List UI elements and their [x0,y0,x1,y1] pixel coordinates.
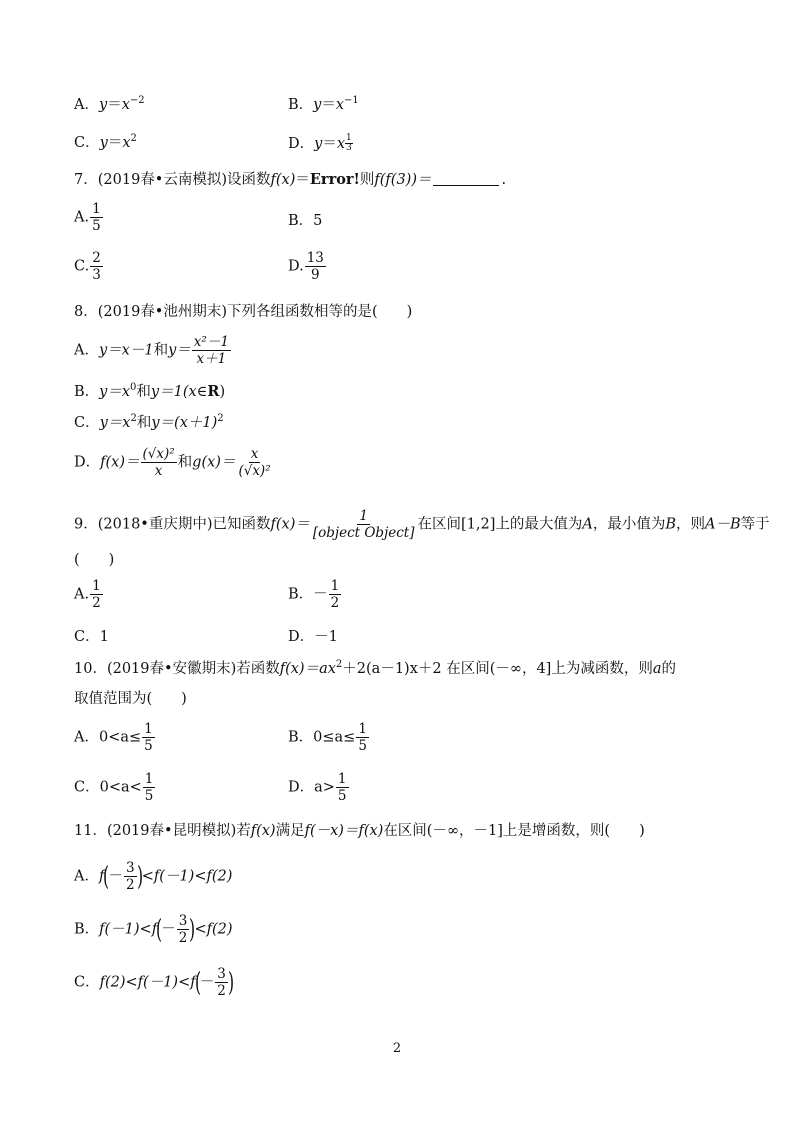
question-source: (2018•重庆期中) [97,516,213,533]
option-label: B．5 [288,213,323,229]
q7-option-d [288,250,327,283]
q9-option-c [74,628,109,646]
question-source: (2019春•池州期末) [97,304,228,320]
q6-option-d [288,134,353,153]
right-paren: ) [227,967,234,998]
fraction [124,860,137,893]
denominator: 2 [217,983,226,999]
question-source: (2019春•昆明模拟) [106,823,237,839]
math-expr: A－B [705,516,741,533]
denominator: 5 [337,788,347,804]
math-expr: f(2)<f(－1)<f [99,974,196,991]
math-op: － [161,921,176,938]
left-paren: ( [194,967,201,998]
q7-option-a [74,201,104,234]
denominator: 5 [358,738,367,754]
option-label: D．a> [288,779,335,796]
option-label: C. [74,258,90,275]
option-label: B． [288,97,314,113]
answer-blank [433,173,499,186]
numerator: x [250,446,259,462]
stem-text: 若 [236,823,251,839]
question-number: 10． [74,661,107,677]
fraction [142,721,155,754]
stem-text: 的 [661,661,676,677]
exponent: 2 [217,413,224,424]
denominator: [object Object] [312,525,415,541]
stem-text: 和 [153,342,169,359]
question-source: (2019春•安徽期末) [106,661,237,677]
stem-text: 和 [177,454,193,471]
option-label: C． [74,415,100,431]
stem-text: 下列各组函数相等的是( ) [227,304,413,320]
stem-text: 等于 [740,516,770,533]
denominator: 2 [126,877,135,893]
fraction [143,771,156,804]
math-var: x [121,97,130,113]
q10-option-c [74,771,156,804]
fraction [90,578,103,611]
exponent-denominator: 3 [346,143,352,153]
q10-option-d [288,771,350,804]
stem-text: ＋2(a－1)x＋2 在区间(－∞，4]上为减函数，则 [342,661,653,677]
math-expr: g(x)＝ [192,454,236,471]
real-set-symbol: R [207,383,220,400]
math-expr: f(x)＝ [270,516,310,533]
question-8-stem [74,303,412,321]
fraction [90,201,103,234]
fraction [141,446,177,479]
stem-text: 取值范围为( ) [74,691,187,707]
q8-option-a [74,334,232,367]
fraction [236,446,272,479]
option-label: A． [74,868,99,885]
numerator: 3 [126,860,135,876]
denominator: 2 [92,595,101,611]
math-expr: f(x) [270,172,296,188]
math-var: x [122,135,131,151]
q6-option-c [74,134,137,152]
stem-text: 若函数 [236,661,280,677]
numerator: 1 [92,201,101,217]
math-var: x [335,97,345,113]
question-11-stem [74,822,645,840]
error-text: Error! [309,171,360,188]
math-op: ＝ [107,97,122,113]
fraction [336,771,349,804]
fraction [90,250,103,283]
denominator: 5 [92,218,101,234]
math-var: y [313,97,322,113]
q9-option-a [74,578,104,611]
denominator: 2 [178,930,188,946]
math-expr: y＝(x＋1) [151,415,218,431]
option-label: B． [74,384,100,400]
fraction [329,578,342,611]
answer-paren: ( ) [74,552,115,568]
fraction [177,913,190,946]
page-number: 2 [392,1041,402,1056]
option-label: A．0<a≤ [74,729,142,746]
stem-text: ，最小值为 [592,516,666,533]
fraction-exponent [345,134,353,153]
math-op: ＝ [321,97,336,113]
math-expr: f(x)＝ [100,454,140,471]
fraction [192,334,231,367]
math-expr: y＝1(x∈ [150,384,208,400]
option-label: A. [74,586,90,603]
option-label: B． [74,921,100,938]
option-label: D. [288,258,304,275]
fraction [305,250,326,283]
q7-option-b [288,212,322,230]
math-op: ＝ [295,172,310,188]
numerator: 1 [358,721,367,737]
math-var: a [652,661,662,677]
stem-text: 满足 [275,823,305,839]
option-label: B．0≤a≤ [288,729,356,746]
stem-text: 和 [136,384,151,400]
denominator: 9 [311,267,320,283]
stem-text: ，则 [676,516,706,533]
math-expr: <f(2) [194,921,233,938]
question-9-answer-paren [74,551,114,569]
question-10-stem [74,660,676,678]
exponent: 2 [335,659,343,670]
q6-option-a [74,96,145,114]
denominator: 5 [144,788,154,804]
option-label: C．1 [74,629,109,645]
math-op: ＝ [107,135,123,151]
stem-text: 在区间[1,2]上的最大值为 [417,516,583,533]
option-label: A． [74,97,99,113]
math-expr: f(－1)<f [99,921,158,938]
exponent: −1 [344,95,359,106]
numerator: 1 [144,721,153,737]
math-var: y [98,97,108,113]
q10-option-a [74,721,156,754]
exponent: −2 [129,95,145,106]
math-expr: y＝x [99,384,131,400]
exponent: 2 [130,133,137,144]
q9-option-b [288,578,342,611]
question-number: 9． [74,516,98,533]
right-paren: ) [189,914,196,945]
stem-text: 则 [359,172,375,188]
numerator: x²－1 [193,334,229,350]
q6-option-b [288,96,359,114]
numerator: (√x)² [142,446,175,462]
math-expr: <f(－1)<f(2) [141,868,233,885]
numerator: 2 [92,250,101,266]
denominator: x [154,463,163,479]
math-expr: y＝x [99,415,131,431]
math-expr: ) [219,384,226,400]
q8-option-c [74,414,224,432]
exponent-numerator: 1 [346,133,352,143]
math-op: － [199,974,215,991]
stem-text: 和 [136,415,152,431]
question-number: 11． [74,823,107,839]
option-label: D． [74,454,101,471]
option-label: A. [74,209,90,226]
numerator: 3 [178,913,188,929]
math-expr: f(x) [250,823,276,839]
denominator: (√x)² [238,463,271,479]
option-label: A． [74,342,99,359]
option-label: B．－ [288,586,328,603]
numerator: 1 [337,771,347,787]
q8-option-d [74,446,274,479]
numerator: 1 [330,578,340,594]
math-var: y [314,136,323,152]
math-var: x [336,136,346,152]
fraction [311,508,417,541]
numerator: 3 [217,966,226,982]
q10-option-b [288,721,370,754]
math-var: B [665,516,677,533]
math-op: ＝ [322,136,337,152]
question-9-stem [74,508,770,541]
question-7-stem [74,171,506,189]
stem-text: 已知函数 [212,516,271,533]
right-paren: ) [136,861,143,892]
denominator: 5 [144,738,153,754]
numerator: 1 [144,771,154,787]
option-label: D． [288,136,315,152]
fraction [356,721,369,754]
denominator: 3 [92,267,101,283]
math-expr: f(－x)＝f(x) [304,823,384,839]
math-var: y [99,135,108,151]
q11-option-a [74,860,232,893]
q7-option-c [74,250,104,283]
question-source: (2019春•云南模拟) [97,172,228,188]
numerator: 1 [92,578,101,594]
left-paren: ( [103,861,110,892]
q8-option-b [74,383,225,401]
math-expr: f(f(3))＝ [374,172,432,188]
option-label: C． [74,135,100,151]
stem-text: 设函数 [227,172,271,188]
numerator: 1 [359,508,368,524]
stem-text: . [501,172,507,188]
math-expr: y＝ [168,342,191,359]
numerator: 13 [306,250,324,266]
math-var: A [582,516,593,533]
exponent: 2 [130,413,137,424]
option-label: C．0<a< [74,779,142,796]
option-label: C． [74,974,100,991]
left-paren: ( [156,914,163,945]
question-number: 7． [74,172,98,188]
exponent: 0 [130,382,137,393]
q11-option-b [74,913,233,946]
q11-option-c [74,966,233,999]
math-op: － [108,868,124,885]
denominator: 2 [330,595,340,611]
math-expr: y＝x－1 [98,342,154,359]
question-number: 8． [74,304,98,320]
math-expr: f(x)＝ax [279,661,336,677]
question-10-stem-line2 [74,690,187,708]
stem-text: 在区间(－∞，－1]上是增函数，则( ) [383,823,645,839]
option-label: D．－1 [288,629,338,645]
fraction [215,966,228,999]
denominator: x＋1 [196,351,227,367]
math-expr: f [98,868,105,885]
q9-option-d [288,628,338,646]
